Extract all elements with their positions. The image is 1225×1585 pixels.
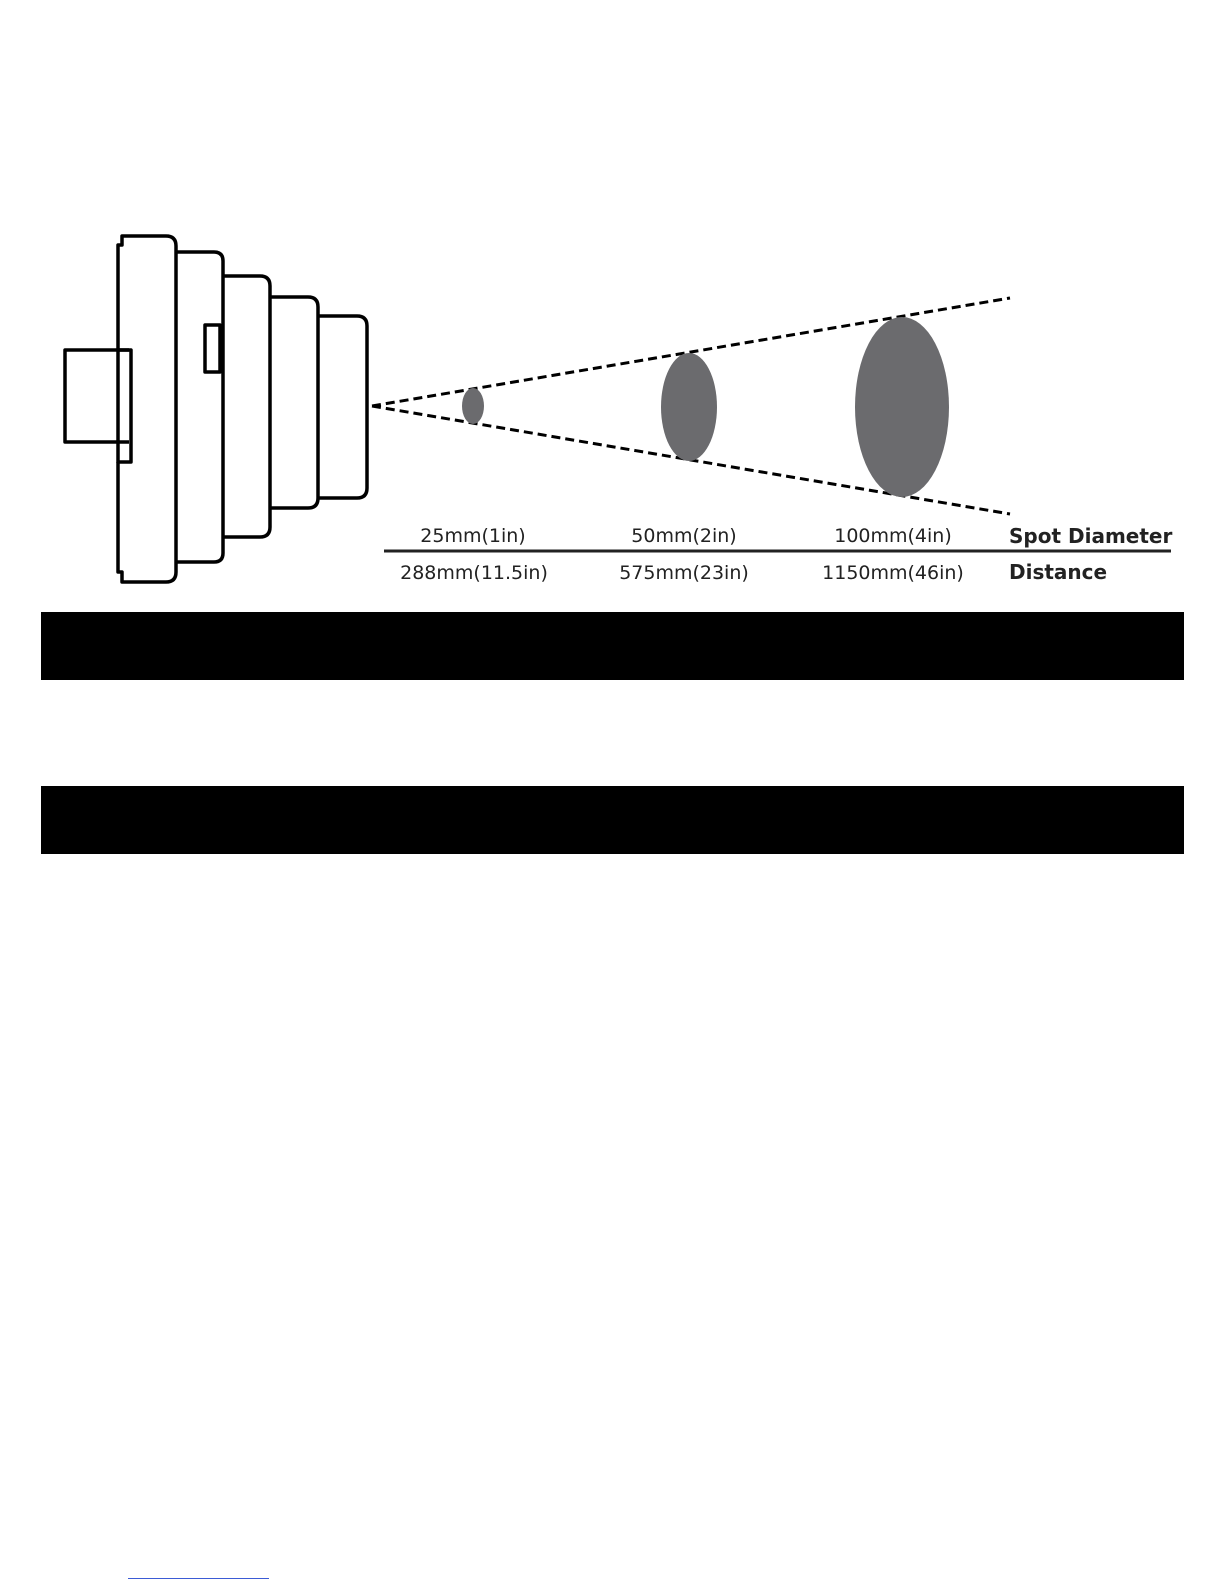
housing-slot xyxy=(205,325,220,372)
sensor-device-outline xyxy=(65,236,367,582)
housing-section-4 xyxy=(270,297,318,508)
housing-section-5-lens xyxy=(318,316,367,498)
spot-diameter-heading: Spot Diameter xyxy=(1009,524,1173,548)
spot-diameter-label-3: 100mm(4in) xyxy=(834,525,952,547)
black-band-1 xyxy=(41,612,1184,680)
mount-channel xyxy=(118,350,131,462)
housing-section-3 xyxy=(223,276,270,537)
spot-diameter-label-2: 50mm(2in) xyxy=(631,525,737,547)
distance-heading: Distance xyxy=(1009,560,1108,584)
black-band-2 xyxy=(41,786,1184,854)
spot-diameter-label-1: 25mm(1in) xyxy=(420,525,526,547)
distance-to-spot-diagram xyxy=(0,0,1225,600)
distance-label-1: 288mm(11.5in) xyxy=(400,562,548,584)
distance-label-3: 1150mm(46in) xyxy=(822,562,964,584)
footer-rule xyxy=(128,1578,269,1579)
spot-ellipse-medium xyxy=(661,353,717,461)
housing-section-1 xyxy=(118,236,176,582)
spot-ellipse-large xyxy=(855,317,949,497)
spot-ellipse-small xyxy=(462,388,484,424)
housing-section-2 xyxy=(176,252,223,562)
distance-label-2: 575mm(23in) xyxy=(619,562,749,584)
